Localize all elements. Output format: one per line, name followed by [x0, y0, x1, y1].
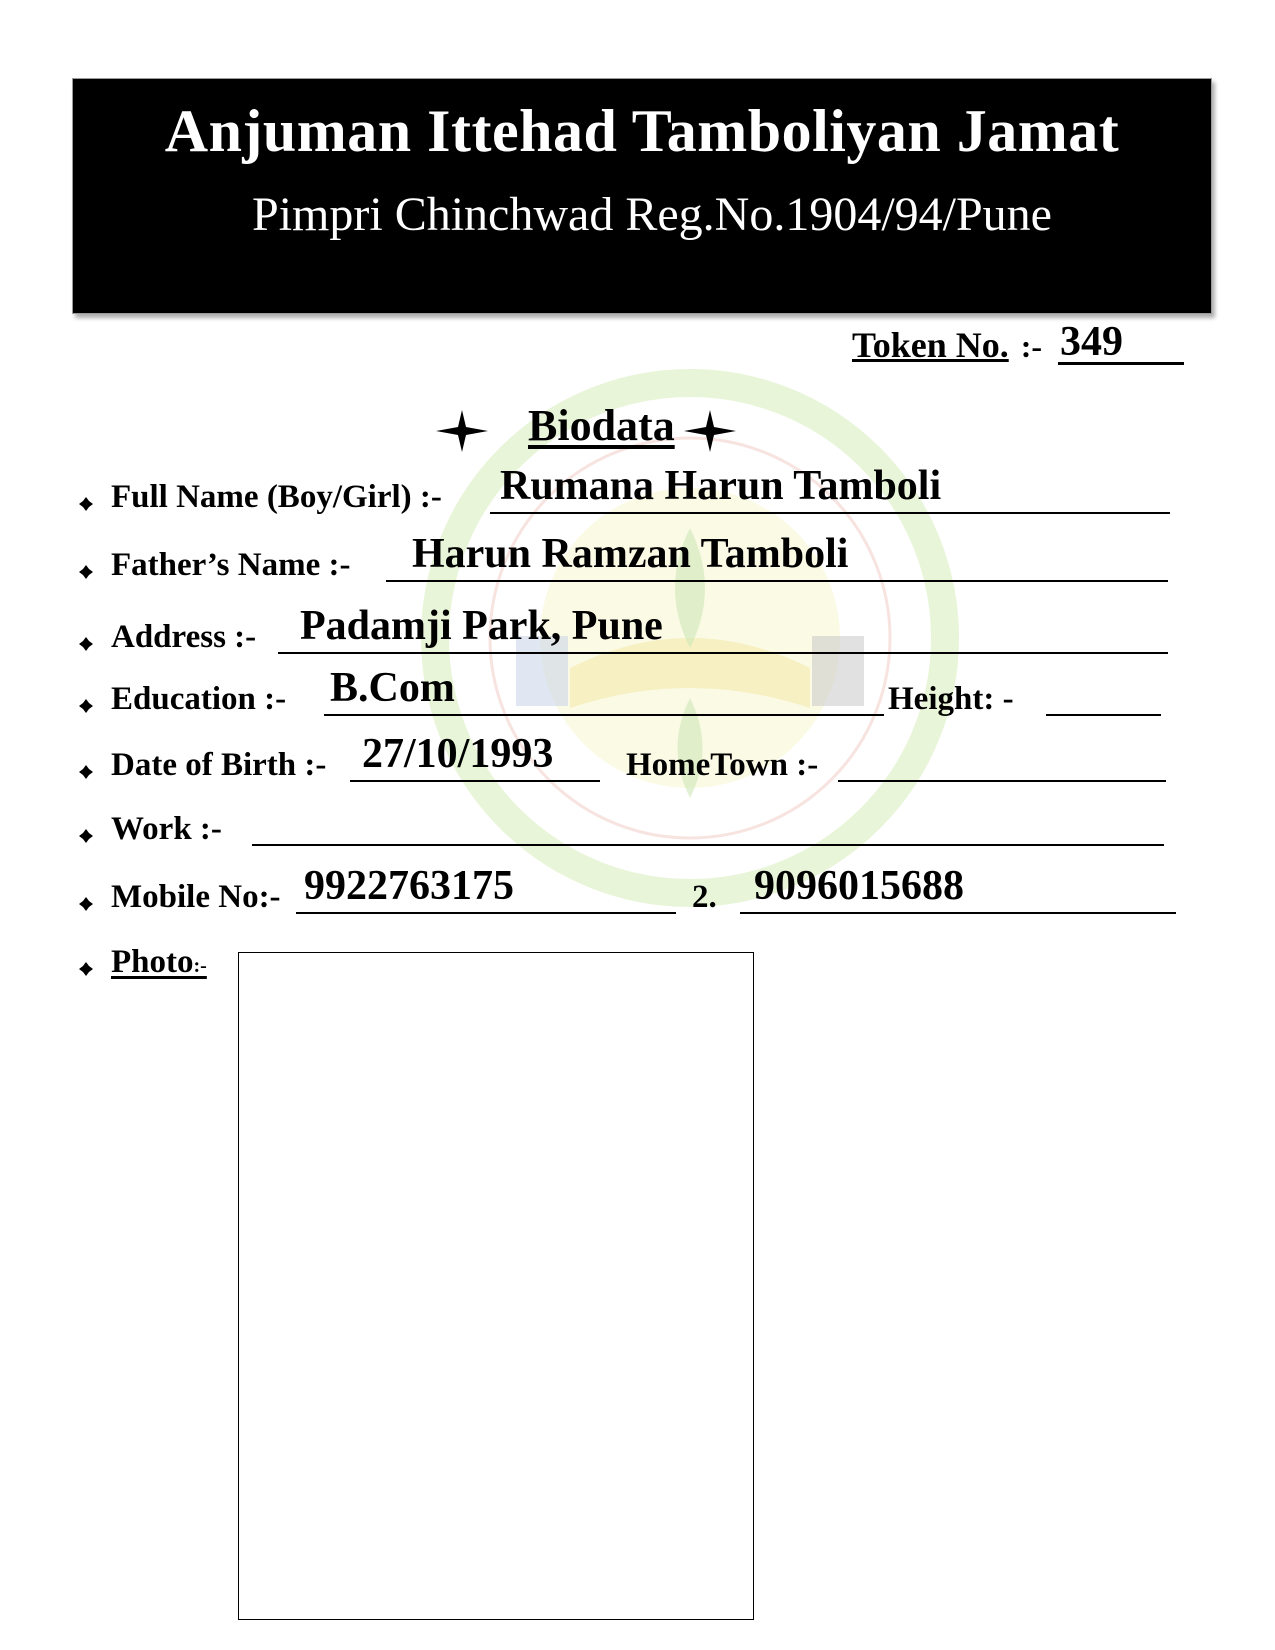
hometown-label: HomeTown :-: [626, 747, 819, 783]
work-underline: [252, 844, 1164, 846]
address-underline: [278, 652, 1168, 654]
token-value: 349: [1058, 322, 1184, 365]
dob-underline: [350, 780, 600, 782]
organization-title: Anjuman Ittehad Tamboliyan Jamat: [164, 98, 1120, 164]
full-name-underline: [490, 512, 1170, 514]
full-name-label: Full Name (Boy/Girl) :-: [111, 479, 442, 515]
four-point-star-icon: [682, 408, 738, 454]
diamond-bullet-icon: [78, 764, 94, 780]
photo-label-text: Photo: [111, 944, 194, 980]
work-label: Work :-: [111, 811, 222, 847]
photo-label: [111, 944, 207, 981]
education-underline: [324, 714, 884, 716]
token-separator: :-: [1020, 328, 1043, 364]
mobile2-underline: [740, 912, 1176, 914]
diamond-bullet-icon: [78, 828, 94, 844]
father-name-value[interactable]: Harun Ramzan Tamboli: [412, 531, 849, 577]
full-name-row: [78, 460, 1218, 520]
father-name-underline: [386, 580, 1168, 582]
photo-box[interactable]: [238, 952, 754, 1620]
education-row: [78, 662, 1218, 722]
height-label: Height: -: [888, 681, 1014, 717]
hometown-underline: [838, 780, 1166, 782]
diamond-bullet-icon: [78, 496, 94, 512]
height-underline: [1046, 714, 1161, 716]
father-name-label: Father’s Name :-: [111, 547, 351, 583]
dob-row: [78, 728, 1218, 788]
address-value[interactable]: Padamji Park, Pune: [300, 603, 663, 649]
header-banner: [72, 78, 1212, 314]
mobile-value[interactable]: 9922763175: [304, 863, 514, 909]
organization-subtitle: Pimpri Chinchwad Reg.No.1904/94/Pune: [252, 188, 1052, 241]
token-label: Token No.: [852, 325, 1009, 365]
mobile-row: [78, 860, 1218, 920]
diamond-bullet-icon: [78, 564, 94, 580]
education-value[interactable]: B.Com: [330, 665, 455, 711]
token-row: [852, 319, 1184, 366]
form-title-row: [0, 400, 1275, 460]
education-label: Education :-: [111, 681, 287, 717]
photo-label-suffix: :-: [193, 955, 207, 977]
mobile-label: Mobile No:-: [111, 879, 281, 915]
four-point-star-icon: [434, 408, 490, 454]
mobile2-label: 2.: [692, 879, 717, 915]
full-name-value[interactable]: Rumana Harun Tamboli: [500, 463, 942, 509]
diamond-bullet-icon: [78, 636, 94, 652]
address-label: Address :-: [111, 619, 257, 655]
mobile2-value[interactable]: 9096015688: [754, 863, 964, 909]
diamond-bullet-icon: [78, 698, 94, 714]
mobile-underline: [296, 912, 676, 914]
dob-value[interactable]: 27/10/1993: [362, 731, 554, 777]
work-row: [78, 792, 1218, 852]
address-row: [78, 600, 1218, 660]
dob-label: Date of Birth :-: [111, 747, 327, 783]
diamond-bullet-icon: [78, 896, 94, 912]
diamond-bullet-icon: [78, 961, 94, 977]
form-title: Biodata: [528, 401, 675, 450]
father-name-row: [78, 528, 1218, 588]
